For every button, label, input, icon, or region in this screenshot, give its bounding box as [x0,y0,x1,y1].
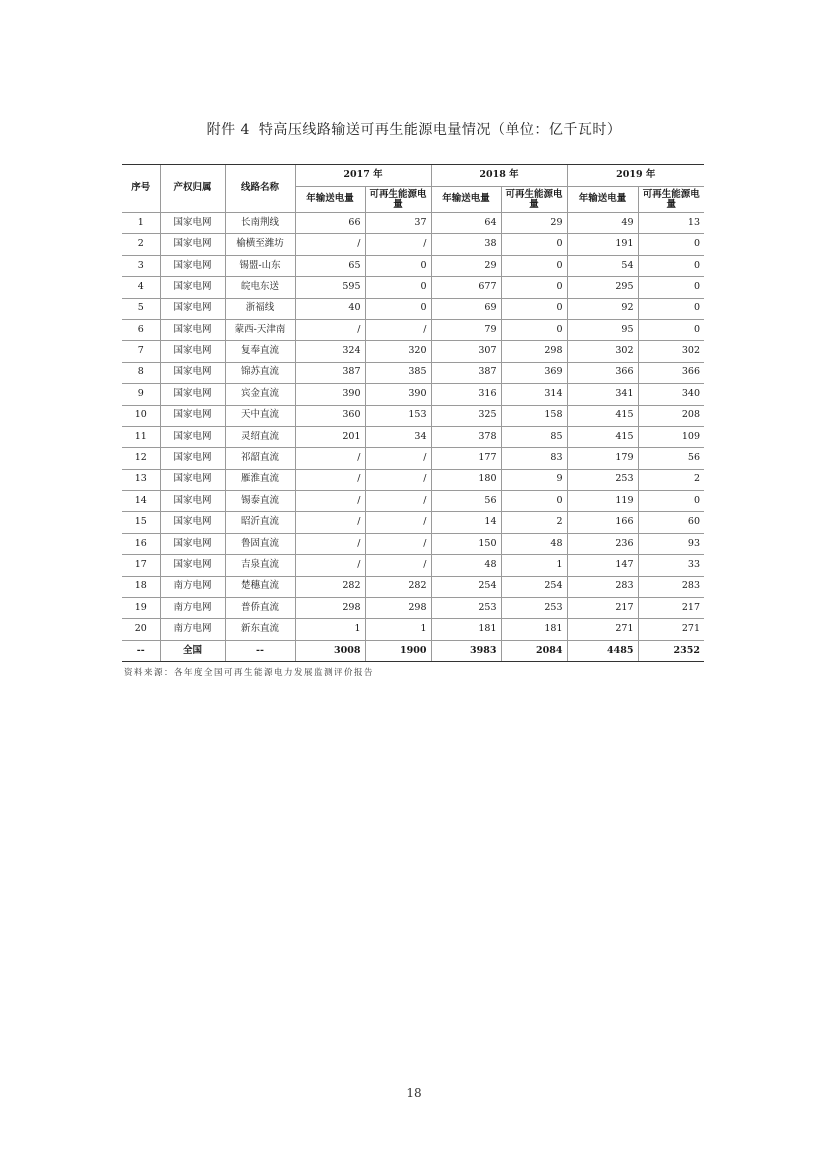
cell-2018-total: 14 [431,512,501,533]
cell-2019-renewable: 208 [638,405,704,426]
cell-line-name: 宾金直流 [225,384,295,405]
cell-2018-renewable: 2 [501,512,567,533]
document-title [0,119,828,139]
cell-line-name: 昭沂直流 [225,512,295,533]
table-row [122,341,704,362]
cell-owner: 国家电网 [160,319,225,340]
table-row [122,213,704,234]
cell-2017-total: 66 [295,213,365,234]
table-row [122,277,704,298]
cell-line-name: 楚穗直流 [225,576,295,597]
cell-owner: 国家电网 [160,469,225,490]
cell-line-name: 长南荆线 [225,213,295,234]
cell-2017-total: 40 [295,298,365,319]
cell-2019-renewable: 217 [638,598,704,619]
header-year-2018: 2018 年 [431,165,567,187]
header-index: 序号 [122,165,160,213]
cell-2018-renewable: 29 [501,213,567,234]
cell-owner: 国家电网 [160,491,225,512]
cell-line-name: 锡盟-山东 [225,255,295,276]
header-2018-renewable: 可再生能源电量 [501,187,567,213]
cell-2019-renewable: 33 [638,555,704,576]
cell-2018-total: 150 [431,533,501,554]
table-row [122,405,704,426]
cell-owner: 国家电网 [160,255,225,276]
cell-2018-total: 38 [431,234,501,255]
header-2018-total: 年输送电量 [431,187,501,213]
cell-2017-renewable: / [365,319,431,340]
cell-index: 6 [122,319,160,340]
cell-line-name: 锦苏直流 [225,362,295,383]
cell-2019-renewable: 0 [638,298,704,319]
cell-2018-total: 307 [431,341,501,362]
cell-index: 10 [122,405,160,426]
cell-index: 19 [122,598,160,619]
cell-index: 14 [122,491,160,512]
cell-2017-total: / [295,512,365,533]
cell-2017-renewable: 0 [365,298,431,319]
table-row [122,255,704,276]
cell-owner: 国家电网 [160,384,225,405]
cell-2017-renewable: / [365,555,431,576]
cell-2019-total: 147 [567,555,638,576]
cell-2017-total: 282 [295,576,365,597]
cell-2017-total: / [295,319,365,340]
cell-2019-total: 119 [567,491,638,512]
cell-2017-renewable: 320 [365,341,431,362]
cell-2017-renewable: / [365,533,431,554]
cell-2019-renewable: 0 [638,255,704,276]
cell-2019-total: 283 [567,576,638,597]
table-row [122,234,704,255]
data-source-note: 资料来源：各年度全国可再生能源电力发展监测评价报告 [124,668,375,678]
header-year-2017: 2017 年 [295,165,431,187]
cell-2018-total: 181 [431,619,501,640]
table-row [122,555,704,576]
cell-2018-total: 69 [431,298,501,319]
cell-line-name: 祁韶直流 [225,448,295,469]
cell-2017-renewable: 385 [365,362,431,383]
header-2017-renewable: 可再生能源电量 [365,187,431,213]
cell-owner: 国家电网 [160,512,225,533]
cell-2019-renewable: 302 [638,341,704,362]
cell-2018-renewable: 2084 [501,640,567,661]
table-row [122,298,704,319]
cell-owner: 国家电网 [160,405,225,426]
cell-2019-renewable: 0 [638,319,704,340]
cell-2019-total: 295 [567,277,638,298]
header-line-name: 线路名称 [225,165,295,213]
cell-2019-total: 191 [567,234,638,255]
cell-2018-renewable: 1 [501,555,567,576]
cell-2017-renewable: / [365,512,431,533]
cell-2017-renewable: / [365,491,431,512]
table-row [122,362,704,383]
cell-2018-total: 378 [431,426,501,447]
cell-2018-total: 29 [431,255,501,276]
cell-2019-total: 166 [567,512,638,533]
table-row [122,426,704,447]
cell-2019-renewable: 60 [638,512,704,533]
cell-2017-renewable: 0 [365,277,431,298]
cell-owner: 国家电网 [160,298,225,319]
cell-2018-renewable: 298 [501,341,567,362]
cell-2017-renewable: / [365,469,431,490]
cell-index: 13 [122,469,160,490]
cell-2018-total: 56 [431,491,501,512]
cell-2019-total: 236 [567,533,638,554]
cell-2017-total: / [295,533,365,554]
cell-2019-renewable: 340 [638,384,704,405]
cell-2018-renewable: 9 [501,469,567,490]
cell-2017-renewable: 0 [365,255,431,276]
cell-2018-total: 254 [431,576,501,597]
cell-2018-renewable: 369 [501,362,567,383]
cell-line-name: 鲁固直流 [225,533,295,554]
cell-owner: 国家电网 [160,213,225,234]
cell-index: 4 [122,277,160,298]
cell-line-name: 复奉直流 [225,341,295,362]
cell-2017-total: 201 [295,426,365,447]
cell-owner: 国家电网 [160,277,225,298]
cell-2018-renewable: 158 [501,405,567,426]
cell-2018-total: 325 [431,405,501,426]
cell-2018-total: 253 [431,598,501,619]
cell-index: 8 [122,362,160,383]
cell-2017-total: 1 [295,619,365,640]
cell-2018-renewable: 181 [501,619,567,640]
cell-2017-total: 360 [295,405,365,426]
cell-2019-total: 4485 [567,640,638,661]
cell-line-name: 锡泰直流 [225,491,295,512]
cell-index: 2 [122,234,160,255]
cell-2018-renewable: 314 [501,384,567,405]
cell-2018-renewable: 253 [501,598,567,619]
cell-2017-total: 595 [295,277,365,298]
cell-index: 1 [122,213,160,234]
table-row [122,512,704,533]
cell-2018-renewable: 254 [501,576,567,597]
cell-2017-total: 65 [295,255,365,276]
cell-owner: 国家电网 [160,426,225,447]
cell-2018-total: 177 [431,448,501,469]
cell-2017-renewable: 298 [365,598,431,619]
cell-2019-renewable: 0 [638,234,704,255]
cell-index: 15 [122,512,160,533]
cell-2017-total: 3008 [295,640,365,661]
cell-2019-renewable: 2 [638,469,704,490]
cell-index: 20 [122,619,160,640]
cell-2017-total: 298 [295,598,365,619]
cell-2017-total: / [295,448,365,469]
header-2017-total: 年输送电量 [295,187,365,213]
cell-owner: 国家电网 [160,341,225,362]
table-row [122,469,704,490]
cell-2019-total: 54 [567,255,638,276]
cell-2019-renewable: 271 [638,619,704,640]
cell-2019-total: 92 [567,298,638,319]
cell-line-name: 皖电东送 [225,277,295,298]
table-row [122,598,704,619]
cell-owner: 国家电网 [160,555,225,576]
cell-2019-renewable: 13 [638,213,704,234]
cell-2019-renewable: 366 [638,362,704,383]
cell-2019-total: 95 [567,319,638,340]
cell-2019-renewable: 93 [638,533,704,554]
cell-2018-total: 79 [431,319,501,340]
cell-index: 5 [122,298,160,319]
header-2019-renewable: 可再生能源电量 [638,187,704,213]
table-caption: 特高压线路输送可再生能源电量情况（单位：亿千瓦时） [258,122,622,138]
cell-2019-renewable: 109 [638,426,704,447]
cell-owner: 南方电网 [160,576,225,597]
table-row [122,319,704,340]
cell-owner: 国家电网 [160,533,225,554]
cell-2019-total: 366 [567,362,638,383]
cell-2019-total: 49 [567,213,638,234]
cell-2018-renewable: 0 [501,298,567,319]
total-row [122,640,704,661]
table-row [122,576,704,597]
cell-owner: 全国 [160,640,225,661]
cell-2018-renewable: 0 [501,491,567,512]
header-2019-total: 年输送电量 [567,187,638,213]
cell-2017-renewable: / [365,448,431,469]
table-row [122,384,704,405]
cell-2017-renewable: 1 [365,619,431,640]
cell-index: 9 [122,384,160,405]
cell-2019-total: 253 [567,469,638,490]
cell-2017-renewable: 282 [365,576,431,597]
header-year-2019: 2019 年 [567,165,704,187]
cell-2019-total: 271 [567,619,638,640]
cell-2018-total: 48 [431,555,501,576]
table-row [122,448,704,469]
cell-line-name: 吉泉直流 [225,555,295,576]
cell-2018-total: 64 [431,213,501,234]
cell-2018-renewable: 83 [501,448,567,469]
table-row [122,491,704,512]
cell-2017-total: / [295,469,365,490]
cell-line-name: 普侨直流 [225,598,295,619]
appendix-label: 附件 4 [206,122,250,138]
cell-owner: 南方电网 [160,598,225,619]
cell-2019-total: 302 [567,341,638,362]
cell-2019-total: 415 [567,405,638,426]
cell-index: 12 [122,448,160,469]
cell-2017-total: / [295,555,365,576]
cell-2017-renewable: / [365,234,431,255]
cell-line-name: 榆横至潍坊 [225,234,295,255]
cell-2019-renewable: 0 [638,491,704,512]
cell-2018-renewable: 0 [501,319,567,340]
header-owner: 产权归属 [160,165,225,213]
cell-2018-total: 316 [431,384,501,405]
cell-2017-renewable: 153 [365,405,431,426]
cell-index: 16 [122,533,160,554]
cell-2017-renewable: 37 [365,213,431,234]
cell-2017-renewable: 1900 [365,640,431,661]
cell-2019-renewable: 0 [638,277,704,298]
cell-index: 7 [122,341,160,362]
cell-2019-renewable: 2352 [638,640,704,661]
transmission-table [122,164,704,662]
cell-2017-total: / [295,234,365,255]
cell-2017-total: / [295,491,365,512]
cell-line-name: -- [225,640,295,661]
cell-2018-renewable: 48 [501,533,567,554]
cell-index: 3 [122,255,160,276]
cell-line-name: 灵绍直流 [225,426,295,447]
cell-owner: 国家电网 [160,448,225,469]
cell-index: -- [122,640,160,661]
cell-owner: 国家电网 [160,234,225,255]
cell-owner: 国家电网 [160,362,225,383]
cell-2017-total: 324 [295,341,365,362]
cell-2017-renewable: 390 [365,384,431,405]
cell-2019-total: 217 [567,598,638,619]
cell-2017-renewable: 34 [365,426,431,447]
cell-2018-total: 180 [431,469,501,490]
cell-2017-total: 390 [295,384,365,405]
cell-2018-total: 3983 [431,640,501,661]
cell-2018-renewable: 0 [501,277,567,298]
cell-index: 17 [122,555,160,576]
cell-2018-total: 677 [431,277,501,298]
cell-2018-renewable: 0 [501,255,567,276]
table-body [122,213,704,662]
cell-line-name: 蒙西-天津南 [225,319,295,340]
cell-2019-renewable: 283 [638,576,704,597]
page-number: 18 [406,1086,422,1100]
cell-index: 18 [122,576,160,597]
cell-line-name: 浙福线 [225,298,295,319]
cell-2019-total: 179 [567,448,638,469]
cell-line-name: 新东直流 [225,619,295,640]
cell-2019-total: 415 [567,426,638,447]
cell-2018-renewable: 0 [501,234,567,255]
cell-2017-total: 387 [295,362,365,383]
cell-2018-total: 387 [431,362,501,383]
cell-2018-renewable: 85 [501,426,567,447]
cell-2019-renewable: 56 [638,448,704,469]
cell-line-name: 雁淮直流 [225,469,295,490]
cell-index: 11 [122,426,160,447]
cell-2019-total: 341 [567,384,638,405]
table-row [122,533,704,554]
table-row [122,619,704,640]
cell-line-name: 天中直流 [225,405,295,426]
cell-owner: 南方电网 [160,619,225,640]
